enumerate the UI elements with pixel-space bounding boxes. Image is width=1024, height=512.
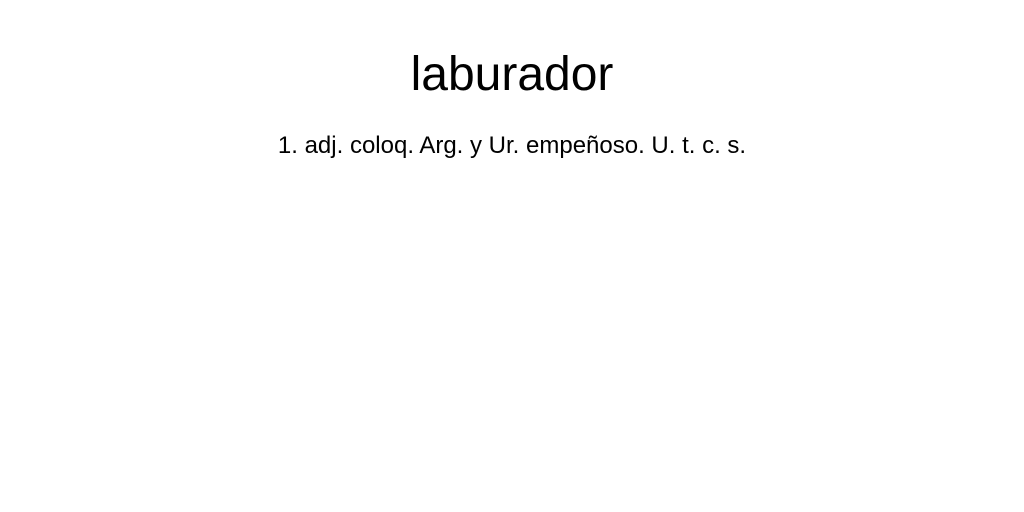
headword-title: laburador: [410, 48, 614, 101]
definition-1: 1. adj. coloq. Arg. y Ur. empeñoso. U. t. c. s.: [277, 132, 747, 159]
